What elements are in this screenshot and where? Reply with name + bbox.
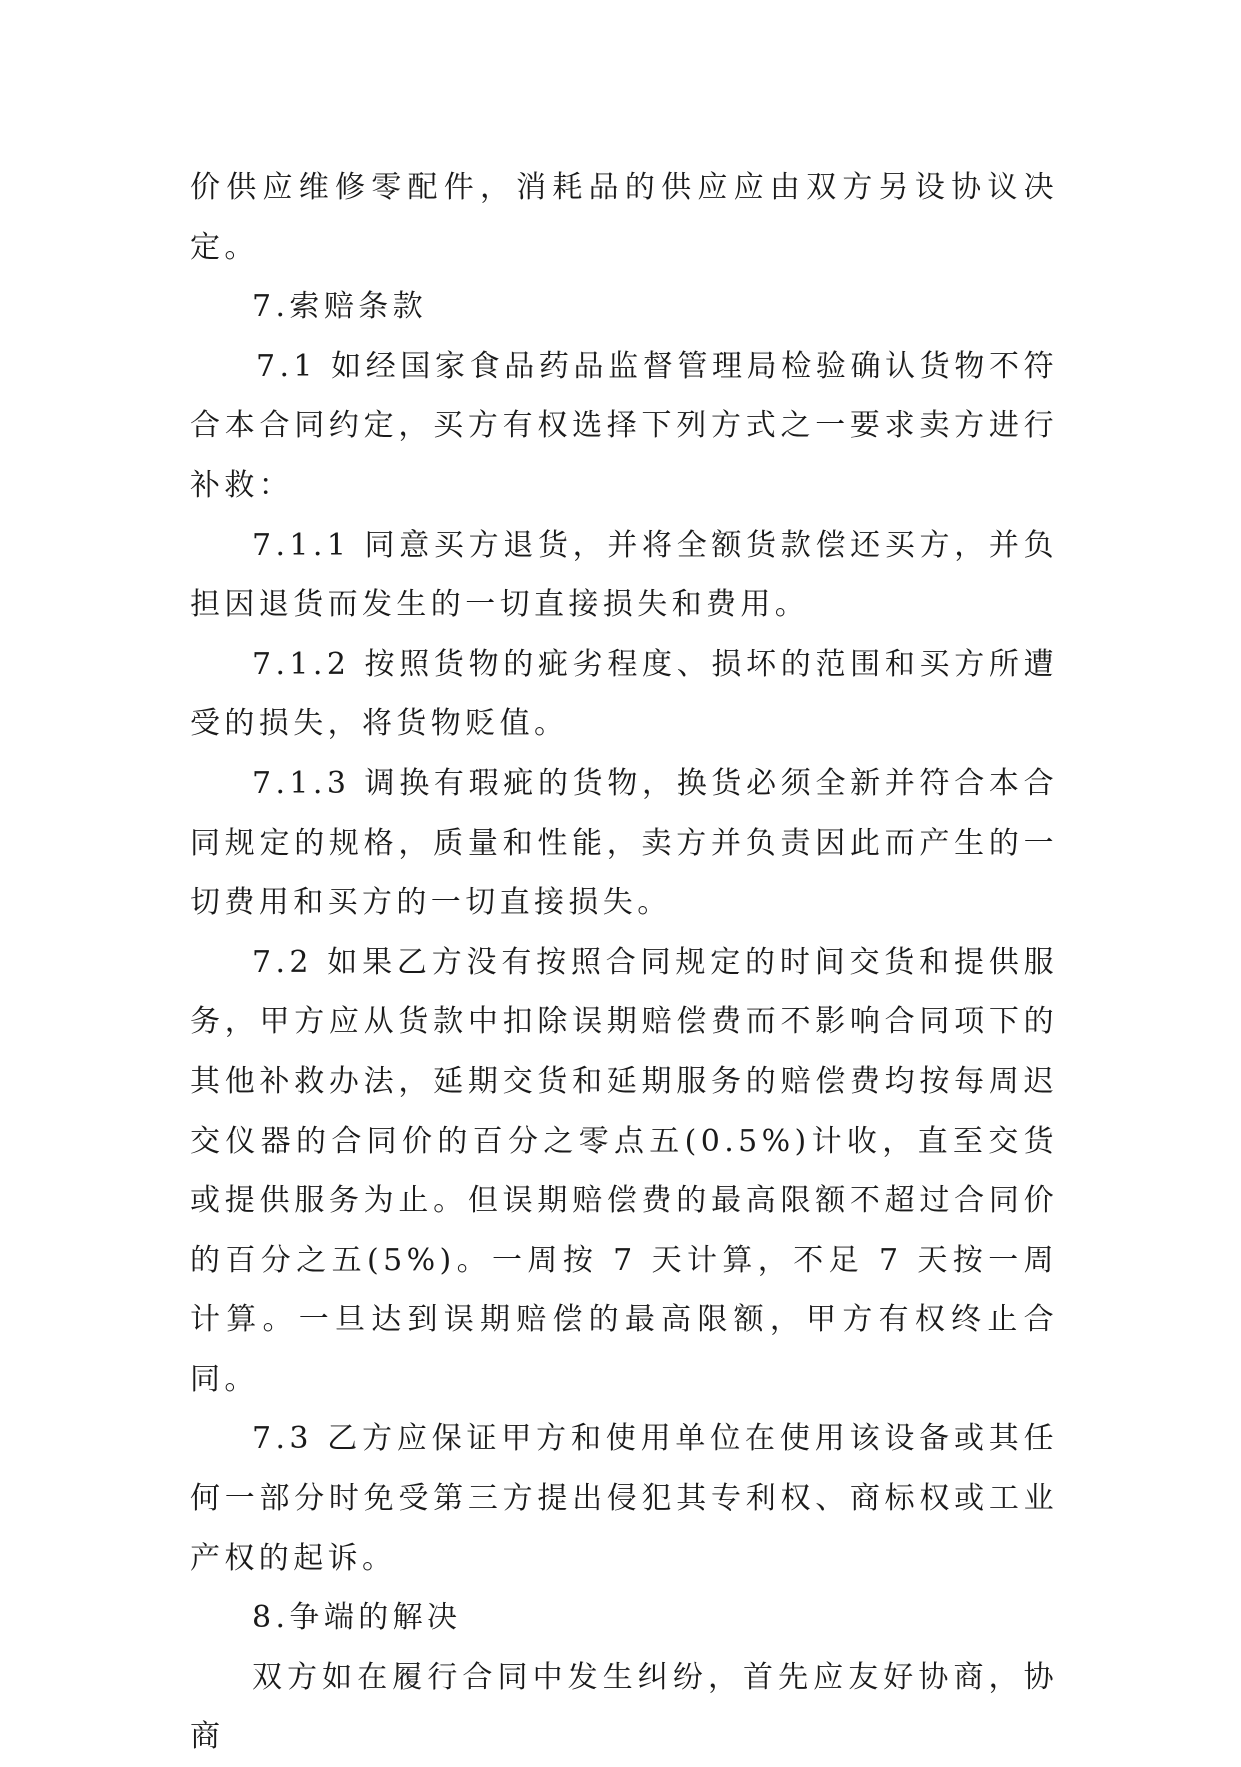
- section-heading-7: 7.索赔条款: [252, 289, 428, 325]
- clause-7-1-3: 7.1.3 调换有瑕疵的货物，换货必须全新并符合本合同规定的规格，质量和性能，卖方并负责因此而产生的一切费用和买方的一切直接损失。: [190, 765, 1058, 921]
- clause-7-1-1: 7.1.1 同意买方退货，并将全额货款偿还买方，并负担因退货而发生的一切直接损失和费用。: [190, 527, 1058, 623]
- document-body: [190, 158, 1058, 1767]
- paragraph-dispute-resolution: 双方如在履行合同中发生纠纷，首先应友好协商，协商: [190, 1659, 1058, 1755]
- clause-7-3: 7.3 乙方应保证甲方和使用单位在使用该设备或其任何一部分时免受第三方提出侵犯其专利权、商标权或工业产权的起诉。: [190, 1421, 1058, 1576]
- section-heading-8: 8.争端的解决: [252, 1600, 462, 1636]
- clause-7-1-2: 7.1.2 按照货物的疵劣程度、损坏的范围和买方所遭受的损失，将货物贬值。: [190, 646, 1058, 742]
- clause-7-1: 7.1 如经国家食品药品监督管理局检验确认货物不符合本合同约定，买方有权选择下列方式之一要求卖方进行补救：: [190, 348, 1058, 503]
- paragraph-continuation: 价供应维修零配件，消耗品的供应应由双方另设协议决定。: [190, 170, 1058, 265]
- clause-7-2: 7.2 如果乙方没有按照合同规定的时间交货和提供服务，甲方应从货款中扣除误期赔偿费而不影响合同项下的其他补救办法，延期交货和延期服务的赔偿费均按每周迟交仪器的合同价的百分之零点五(0.5%)计收，直至交货或提供服务为止。但误期赔偿费的最高限额不超过合同价的百分之五(5%)。一周按 7 天计算，不足 7 天按一周计算。一旦达到误期赔偿的最高限额，甲方有权终止合同。: [190, 944, 1058, 1397]
